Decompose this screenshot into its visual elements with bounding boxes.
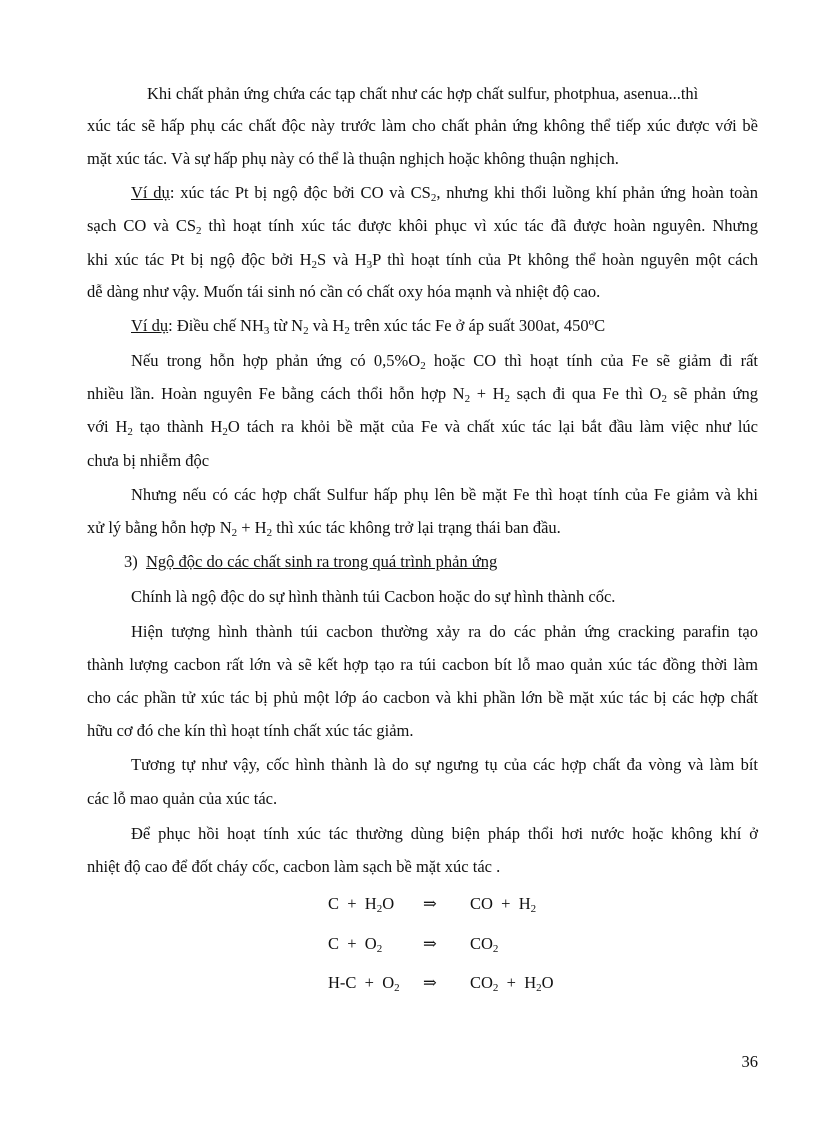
equation-2-rhs: $CO_2$ [470, 934, 499, 955]
example1-line2: sạch CO và $CS_2$ thì hoạt tính xúc tác được khôi phục vì xúc tác đã được hoàn nguyên. Nhưng [87, 216, 758, 237]
para7-line1: Để phục hồi hoạt tính xúc tác thường dùng biện pháp thổi hơi nước hoặc không khí ở [131, 824, 758, 843]
equation-1-rhs: CO + $H_2$ [470, 894, 537, 915]
para6-line2: các lỗ mao quản của xúc tác. [87, 789, 278, 808]
para5-line3: cho các phần tử xúc tác bị phủ một lớp áo cacbon và khi phần lớn bề mặt xúc tác bị các hợp chất [87, 688, 758, 707]
example1-line1: Ví dụ: xúc tác Pt bị ngộ độc bởi CO và $CS_2$, nhưng khi thổi luồng khí phản ứng hoàn toàn [131, 183, 759, 204]
heading-number: 3) [124, 552, 138, 571]
equation-3-lhs: $H-C + O_2$ [328, 973, 400, 994]
equation-1-lhs: $C + H_2O$ [328, 894, 395, 915]
heading-text: Ngộ độc do các chất sinh ra trong quá trình phản ứng [146, 552, 498, 571]
equation-1-arrow: ⇒ [423, 894, 437, 913]
para1-line1: Khi chất phản ứng chứa các tạp chất như các hợp chất sulfur, photphua, asenua...thì [147, 84, 699, 103]
example1-line3: khi xúc tác Pt bị ngộ độc bởi $H_2S$ và $H_3P$ thì hoạt tính của Pt không thể hoàn nguyên một cách [87, 250, 758, 271]
para2-line3: với $H_2$ tạo thành $H_2O$ tách ra khỏi bề mặt của Fe và chất xúc tác lại bắt đầu làm việc như lúc [87, 417, 758, 438]
para7-line2: nhiệt độ cao để đốt cháy cốc, cacbon làm sạch bề mặt xúc tác . [87, 857, 501, 876]
page-number: 36 [741, 1052, 758, 1071]
equation-3-arrow: ⇒ [423, 973, 437, 992]
para5-line4: hữu cơ đó che kín thì hoạt tính chất xúc tác giảm. [87, 721, 414, 740]
para1-line2: xúc tác sẽ hấp phụ các chất độc này trước làm cho chất phản ứng không thể tiếp xúc được với bề [87, 116, 758, 135]
equation-3-rhs: $CO_2 + H_2O$ [470, 973, 554, 994]
example1-label: Ví dụ [131, 183, 170, 202]
para5-line2: thành lượng cacbon rất lớn và sẽ kết hợp tạo ra túi cacbon bít lỗ mao quản xúc tác đồng thời làm [87, 655, 758, 674]
example1-line4: dễ dàng như vậy. Muốn tái sinh nó cần có chất oxy hóa mạnh và nhiệt độ cao. [87, 282, 601, 301]
equation-2-lhs: $C + O_2$ [328, 934, 383, 955]
para2-line4: chưa bị nhiễm độc [87, 451, 210, 470]
example2-label: Ví dụ [131, 316, 169, 335]
para5-line1: Hiện tượng hình thành túi cacbon thường xảy ra do các phản ứng cracking parafin tạo [131, 622, 758, 641]
para2-line1: Nếu trong hỗn hợp phản ứng có $0,5\%O_2$ hoặc CO thì hoạt tính của Fe sẽ giảm đi rất [131, 351, 758, 372]
section-heading-3 [124, 551, 497, 573]
para4-line: Chính là ngộ độc do sự hình thành túi Cacbon hoặc do sự hình thành cốc. [131, 587, 616, 606]
para3-line2: xử lý bằng hỗn hợp $N_2 + H_2$ thì xúc tác không trở lại trạng thái ban đầu. [87, 518, 561, 539]
equation-2-arrow: ⇒ [423, 934, 437, 953]
example2-line: Ví dụ: Điều chế $NH_3$ từ $N_2$ và $H_2$ trên xúc tác Fe ở áp suất 300at, 450$^o$C [131, 316, 606, 337]
para1-line3: mặt xúc tác. Và sự hấp phụ này có thể là thuận nghịch hoặc không thuận nghịch. [87, 149, 619, 168]
para6-line1: Tương tự như vậy, cốc hình thành là do sự ngưng tụ của các hợp chất đa vòng và làm bít [131, 755, 758, 774]
para3-line1: Nhưng nếu có các hợp chất Sulfur hấp phụ lên bề mặt Fe thì hoạt tính của Fe giảm và khi [131, 485, 758, 504]
para2-line2: nhiều lần. Hoàn nguyên Fe bằng cách thổi hỗn hợp $N_2 + H_2$ sạch đi qua Fe thì $O_2$ sẽ phản ứng [87, 384, 758, 405]
